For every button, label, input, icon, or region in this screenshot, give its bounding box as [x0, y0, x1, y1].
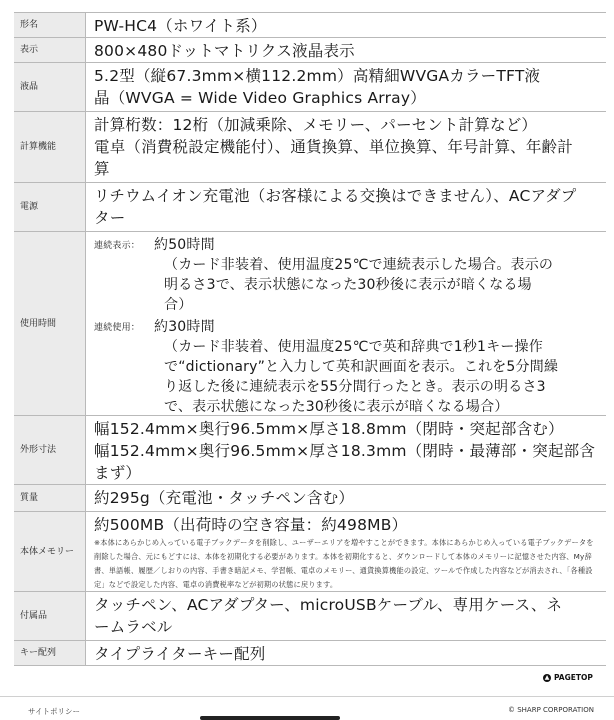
sub-line: （カード非装着、使用温度25℃で連続表示した場合。表示の [164, 257, 554, 273]
spec-value [86, 485, 606, 511]
spec-label: 形名 [14, 13, 86, 37]
spec-line: 算 [94, 160, 110, 178]
sub-line: （カード非装着、使用温度25℃で英和辞典で1秒1キー操作 [164, 339, 543, 355]
spec-row-power [14, 183, 606, 232]
spec-label: 電源 [14, 183, 86, 231]
spec-line: PW-HC4（ホワイト系） [94, 17, 267, 35]
spec-label: 外形寸法 [14, 416, 86, 484]
spec-label: 表示 [14, 38, 86, 62]
spec-table [14, 12, 606, 666]
spec-line: まず） [94, 464, 142, 482]
spec-line: 晶（WVGA = Wide Video Graphics Array） [94, 89, 426, 107]
spec-line: タイプライターキー配列 [94, 645, 266, 663]
spec-label: 質量 [14, 485, 86, 511]
spec-row-battery-life [14, 232, 606, 416]
spec-label: 本体メモリー [14, 512, 86, 591]
sub-body [154, 235, 553, 315]
sub-line: 合） [164, 297, 193, 313]
memory-note: ※本体にあらかじめ入っている電子ブックデータを削除し、ユーザーエリアを増やすことができます。本体にあらかじめ入っている電子ブックデータを削除した場合、元にもどすには、本体を初期化する必要があります。本体を初期化すると、ダウンロードして本体のメモリーに記憶させた内容、My辞書、単語帳、履歴／しおりの内容、手書き暗記メモ、学習帳、電卓のメモリー、通貨換算機能の設定、ツールで作成した内容などが消去され、「各種設定」などで設定した内容、電卓の消費税率などが初期の状態に戻ります。 [94, 538, 594, 589]
spec-line: 800×480ドットマトリクス液晶表示 [94, 42, 355, 60]
spec-line: リチウムイオン充電池（お客様による交換はできません）、ACアダプ [94, 187, 577, 205]
spec-row-display [14, 38, 606, 63]
spec-label: 付属品 [14, 592, 86, 640]
sub-line: で“dictionary”と入力して英和訳画面を表示。これを5分間繰 [164, 359, 559, 375]
spec-label: 液晶 [14, 63, 86, 111]
pagetop-link[interactable] [543, 673, 593, 682]
continuous-use-block [94, 317, 600, 417]
sub-line: 約50時間 [154, 237, 215, 253]
spec-line: 約500MB（出荷時の空き容量：約498MB） [94, 516, 408, 534]
spec-value [86, 13, 606, 37]
spec-line: 計算桁数：12桁（加減乗除、メモリー、パーセント計算など） [94, 116, 538, 134]
spec-row-memory [14, 512, 606, 592]
spec-value [86, 592, 606, 640]
spec-line: タッチペン、ACアダプター、microUSBケーブル、専用ケース、ネ [94, 596, 563, 614]
spec-value [86, 641, 606, 665]
spec-line: 電卓（消費税設定機能付）、通貨換算、単位換算、年号計算、年齢計 [94, 138, 573, 156]
spec-value [86, 38, 606, 62]
sub-label: 連続表示： [94, 241, 141, 251]
site-policy-link[interactable]: サイトポリシー [28, 707, 80, 716]
spec-row-keyboard [14, 641, 606, 666]
sub-line: で、表示状態になった30秒後に表示が暗くなる場合） [164, 399, 509, 415]
spec-line: 5.2型（縦67.3mm×横112.2mm）高精細WVGAカラーTFT液 [94, 67, 541, 85]
arrow-up-icon: ▲ [544, 673, 550, 681]
spec-row-lcd [14, 63, 606, 112]
spec-label: 計算機能 [14, 112, 86, 182]
spec-line: 幅152.4mm×奥行96.5mm×厚さ18.3mm（閉時・最薄部・突起部含 [94, 442, 596, 460]
spec-line: ームラベル [94, 618, 173, 636]
spec-value [86, 183, 606, 231]
spec-label: キー配列 [14, 641, 86, 665]
spec-label: 使用時間 [14, 232, 86, 415]
spec-value [86, 232, 606, 415]
footer-divider [0, 696, 614, 697]
spec-row-calc [14, 112, 606, 183]
spec-value [86, 112, 606, 182]
pagetop-label: PAGETOP [554, 673, 593, 682]
spec-row-accessories [14, 592, 606, 641]
spec-row-weight [14, 485, 606, 512]
spec-row-dimensions [14, 416, 606, 485]
spec-value [86, 63, 606, 111]
sub-line: 明るさ3で、表示状態になった30秒後に表示が暗くなる場 [164, 277, 532, 293]
spec-row-model [14, 13, 606, 38]
spec-line: 幅152.4mm×奥行96.5mm×厚さ18.8mm（閉時・突起部含む） [94, 420, 564, 438]
sub-line: り返した後に連続表示を55分間行ったとき。表示の明るさ3 [164, 379, 546, 395]
spec-value [86, 416, 606, 484]
spec-line: 約295g（充電池・タッチペン含む） [94, 489, 355, 507]
continuous-display-block [94, 235, 600, 315]
sub-line: 約30時間 [154, 319, 215, 335]
spec-line: ター [94, 209, 126, 227]
sub-body [154, 317, 558, 417]
sub-label: 連続使用： [94, 323, 141, 333]
copyright: © SHARP CORPORATION [508, 706, 594, 714]
spec-value [86, 512, 606, 591]
home-indicator [200, 716, 340, 720]
